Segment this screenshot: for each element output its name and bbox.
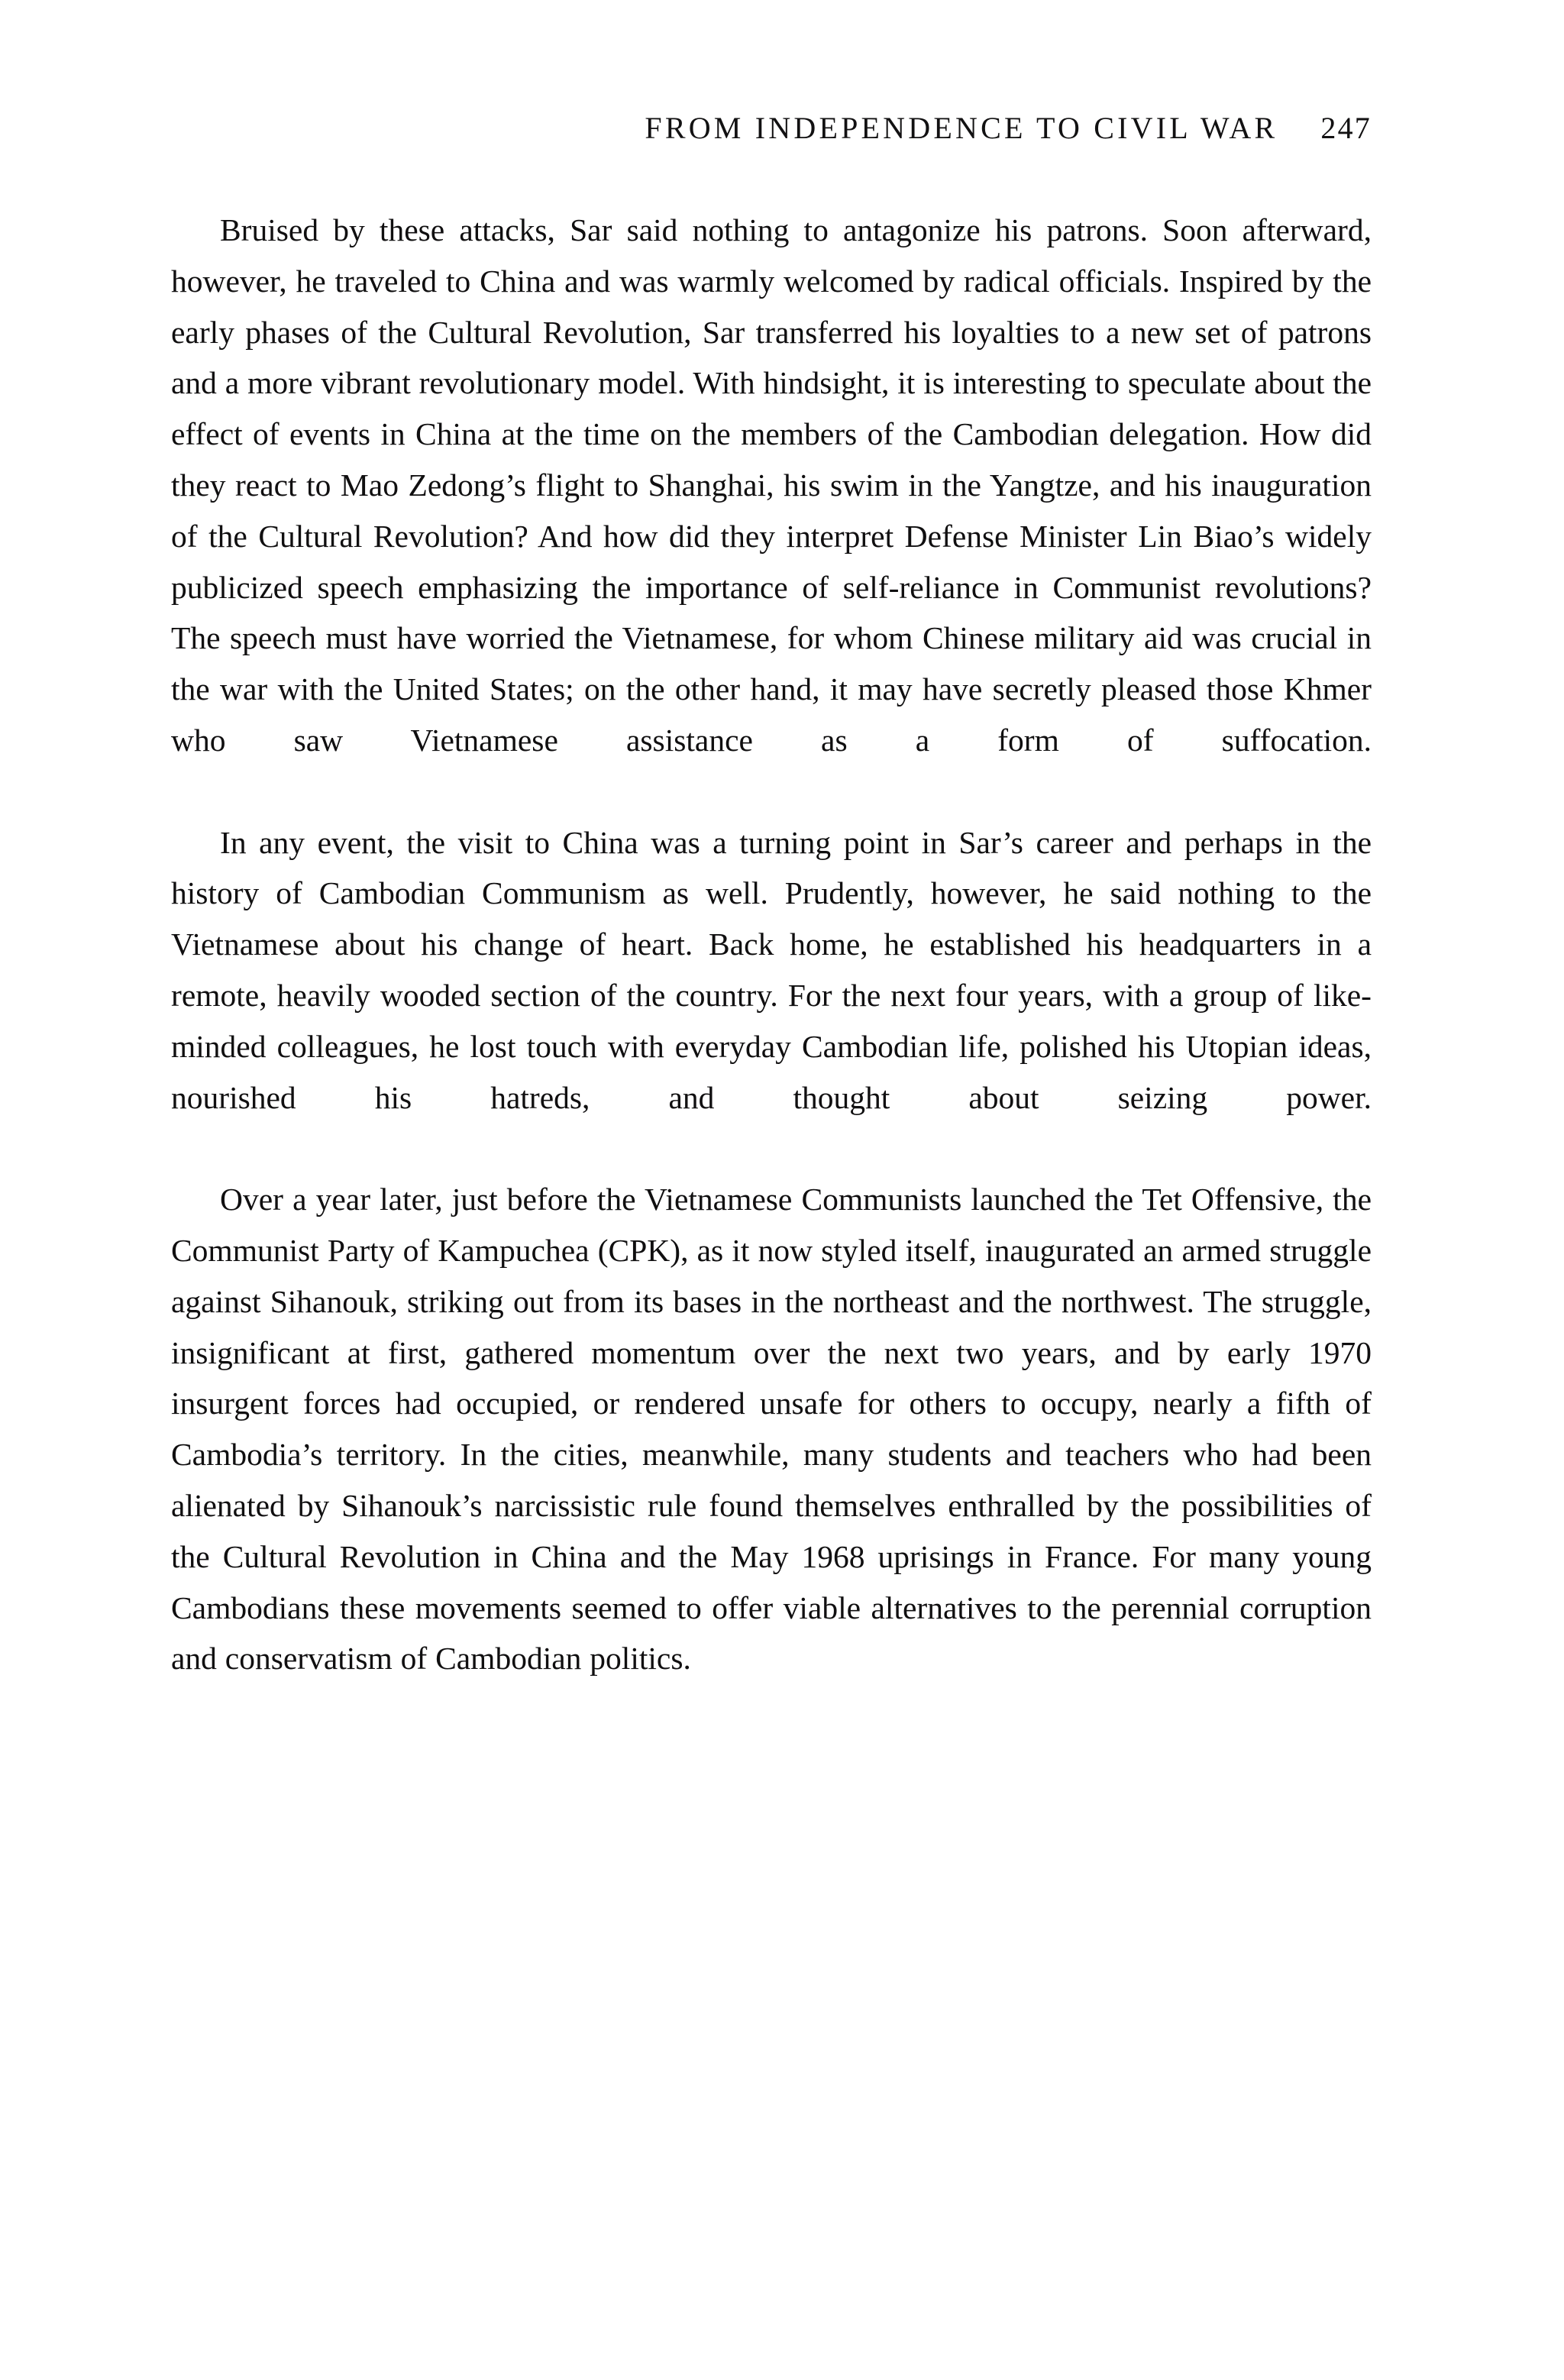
body-text-block — [171, 205, 1372, 1684]
running-head — [171, 113, 1372, 144]
body-paragraph: Bruised by these attacks, Sar said nothing to antagonize his patrons. Soon afterward, however, he traveled to China and was warmly welcomed by radical officials. Inspired by the early phases of the Cultural Revolution, Sar transferred his loyalties to a new set of patrons and a more vibrant revolutionary model. With hindsight, it is interesting to speculate about the effect of events in China at the time on the members of the Cambodian delegation. How did they react to Mao Zedong’s flight to Shanghai, his swim in the Yangtze, and his inauguration of the Cultural Revolution? And how did they interpret Defense Minister Lin Biao’s widely publicized speech emphasizing the importance of self-reliance in Communist revolutions? The speech must have worried the Vietnamese, for whom Chinese military aid was crucial in the war with the United States; on the other hand, it may have secretly pleased those Khmer who saw Vietnamese assistance as a form of suffocation. — [171, 212, 1372, 758]
body-paragraph: Over a year later, just before the Vietnamese Communists launched the Tet Offensive, the Communist Party of Kampuchea (CPK), as it now styled itself, inaugurated an armed struggle against Sihanouk, striking out from its bases in the northeast and the northwest. The struggle, insignificant at first, gathered momentum over the next two years, and by early 1970 insurgent forces had occupied, or rendered unsafe for others to occupy, nearly a fifth of Cambodia’s territory. In the cities, meanwhile, many students and teachers who had been alienated by Sihanouk’s narcissistic rule found themselves enthralled by the possibilities of the Cultural Revolution in China and the May 1968 uprisings in France. For many young Cambodians these movements seemed to offer viable alternatives to the perennial corruption and conservatism of Cambodian politics. — [171, 1182, 1372, 1677]
running-head-title: FROM INDEPENDENCE TO CIVIL WAR — [645, 111, 1278, 145]
body-paragraph: In any event, the visit to China was a turning point in Sar’s career and perhaps in the history of Cambodian Communism as well. Prudently, however, he said nothing to the Vietnamese about his change of heart. Back home, he established his headquarters in a remote, heavily wooded section of the country. For the next four years, with a group of like-minded colleagues, he lost touch with everyday Cambodian life, polished his Utopian ideas, nourished his hatreds, and thought about seizing power. — [171, 824, 1372, 1115]
page-number: 247 — [1320, 111, 1372, 145]
